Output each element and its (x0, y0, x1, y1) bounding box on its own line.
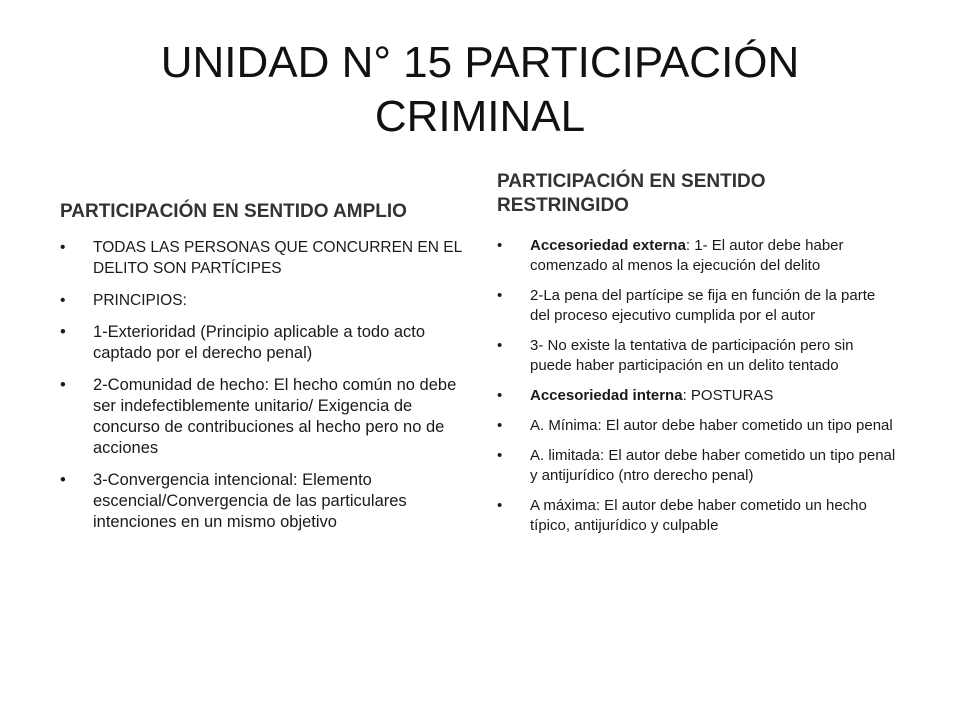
right-column-heading: PARTICIPACIÓN EN SENTIDO RESTRINGIDO (497, 171, 766, 216)
list-item (497, 416, 897, 436)
bullet-icon: • (497, 497, 503, 514)
bullet-icon: • (497, 337, 503, 354)
list-item (497, 496, 897, 536)
list-item (60, 290, 465, 311)
list-item-text: PRINCIPIOS: (93, 292, 187, 309)
bullet-icon: • (497, 387, 503, 404)
list-item-text: 1-Exterioridad (Principio aplicable a todo acto captado por el derecho penal) (93, 323, 426, 362)
right-bullet-list (497, 236, 897, 546)
list-item (497, 446, 897, 486)
list-item (60, 237, 465, 279)
list-item (497, 336, 897, 376)
list-item-text: 3-Convergencia intencional: Elemento escencial/Convergencia de las particulares intenciones en un mismo objetivo (93, 471, 407, 531)
list-item (497, 236, 897, 276)
list-item-text: : 1- El autor debe haber comenzado al menos la ejecución del delito (530, 237, 844, 274)
slide-title: UNIDAD N° 15 PARTICIPACIÓN CRIMINAL (160, 38, 800, 141)
list-item-text: 3- No existe la tentativa de participación pero sin puede haber participación en un delito tentado (530, 337, 854, 374)
list-item-text: 2-Comunidad de hecho: El hecho común no debe ser indefectiblemente unitario/ Exigencia de concurso de contribuciones al hecho pero no de acciones (93, 376, 457, 457)
list-item-text: A. Mínima: El autor debe haber cometido un tipo penal (530, 417, 893, 434)
bullet-icon: • (60, 376, 66, 394)
list-item (60, 322, 465, 364)
bullet-icon: • (497, 447, 503, 464)
list-item-text: 2-La pena del partícipe se fija en función de la parte del proceso ejecutivo cumplida por el autor (530, 287, 876, 324)
list-item (60, 375, 465, 459)
list-item-text: A. limitada: El autor debe haber cometido un tipo penal y antijurídico (ntro derecho penal) (530, 447, 896, 484)
bullet-icon: • (497, 417, 503, 434)
list-item-bold-term: Accesoriedad interna (530, 387, 683, 404)
left-bullet-list (60, 237, 465, 544)
list-item (497, 286, 897, 326)
list-item-text: : POSTURAS (682, 387, 774, 404)
list-item (497, 386, 897, 406)
list-item-text: A máxima: El autor debe haber cometido un hecho típico, antijurídico y culpable (530, 497, 867, 534)
bullet-icon: • (60, 239, 66, 256)
bullet-icon: • (497, 287, 503, 304)
bullet-icon: • (60, 323, 66, 341)
bullet-icon: • (60, 292, 66, 309)
bullet-icon: • (60, 471, 66, 489)
list-item-bold-term: Accesoriedad externa (530, 237, 686, 254)
bullet-icon: • (497, 237, 503, 254)
list-item (60, 470, 465, 533)
list-item-text: TODAS LAS PERSONAS QUE CONCURREN EN EL DELITO SON PARTÍCIPES (93, 239, 462, 277)
left-column-heading: PARTICIPACIÓN EN SENTIDO AMPLIO (60, 201, 407, 222)
